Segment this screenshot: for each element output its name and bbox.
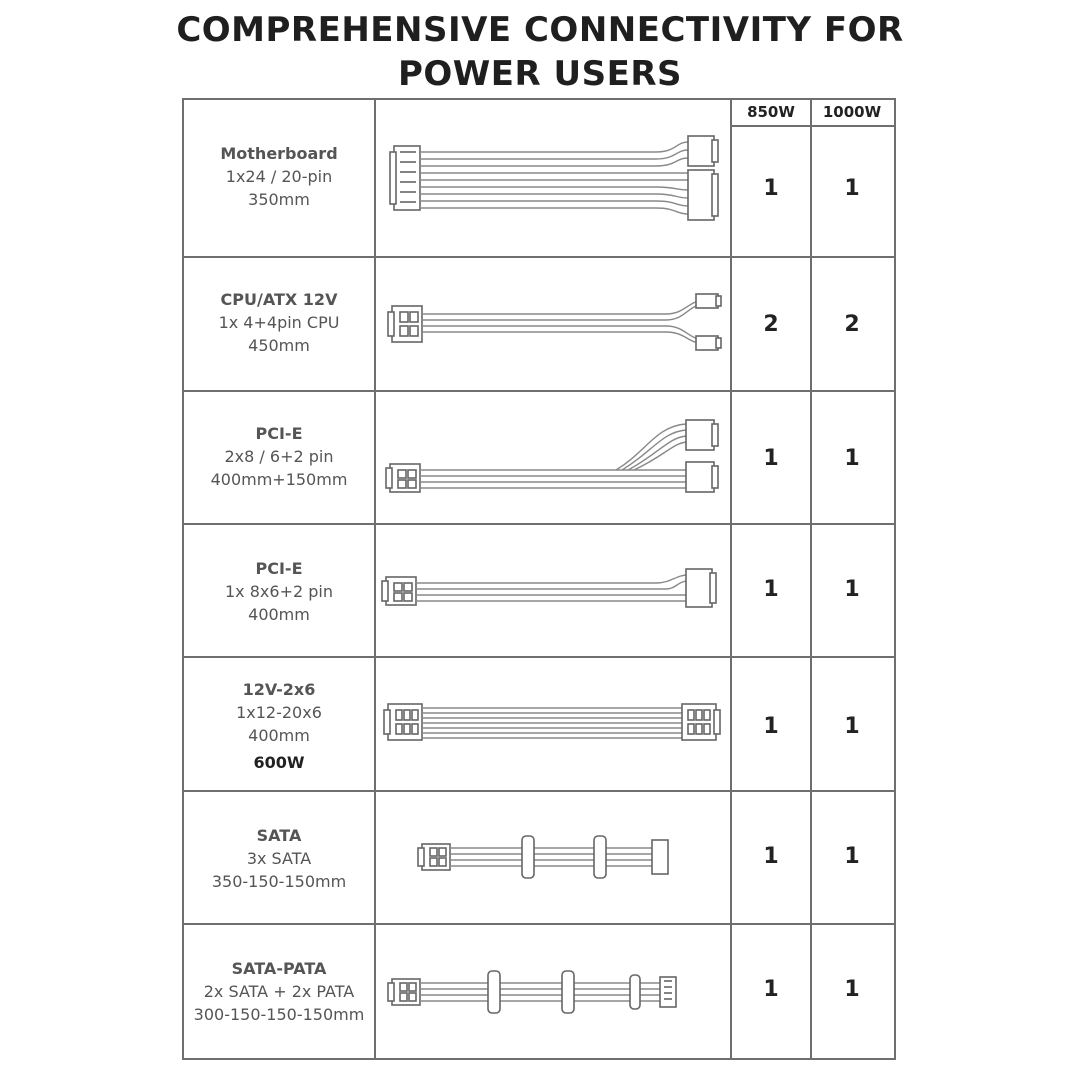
connector-name: SATA-PATA: [231, 959, 327, 978]
cable-length: 400mm: [248, 605, 310, 624]
qty-1000w: 1: [844, 446, 860, 471]
cable-length: 450mm: [248, 336, 310, 355]
row-label: [184, 957, 374, 1026]
title-line-1: COMPREHENSIVE CONNECTIVITY FOR: [176, 10, 904, 50]
connector-name: CPU/ATX 12V: [220, 290, 338, 309]
sata-pata-cable-icon: [376, 963, 730, 1023]
column-header-850w: 850W: [747, 103, 795, 121]
connector-spec: 1x12-20x6: [236, 703, 322, 722]
pcie-split-cable-icon: [376, 412, 730, 502]
connector-spec: 1x 4+4pin CPU: [218, 313, 340, 332]
power-rating: 600W: [253, 753, 305, 772]
title-line-2: POWER USERS: [397, 54, 683, 94]
table-row: [182, 258, 896, 390]
qty-1000w: 1: [844, 844, 860, 869]
connector-spec: 2x SATA + 2x PATA: [203, 982, 355, 1001]
cable-length: 400mm: [248, 726, 310, 745]
qty-1000w: 1: [844, 714, 860, 739]
table-row: [182, 925, 896, 1058]
page-title: [0, 8, 1080, 96]
table-row: [182, 98, 896, 258]
row-label: [184, 557, 374, 626]
table-row: [182, 392, 896, 523]
motherboard-cable-icon: [376, 128, 730, 228]
table-row: [182, 658, 896, 790]
qty-1000w: 1: [844, 577, 860, 602]
connector-name: PCI-E: [255, 559, 303, 578]
qty-1000w: 2: [844, 312, 860, 337]
qty-850w: 1: [763, 446, 779, 471]
row-label: [184, 678, 374, 774]
connector-spec: 2x8 / 6+2 pin: [224, 447, 334, 466]
cable-length: 350mm: [248, 190, 310, 209]
cable-length: 300-150-150-150mm: [193, 1005, 365, 1024]
row-label: [184, 288, 374, 357]
column-header-1000w: 1000W: [822, 103, 882, 121]
connector-spec: 3x SATA: [246, 849, 312, 868]
sata-cable-icon: [376, 828, 730, 888]
connector-name: Motherboard: [220, 144, 338, 163]
row-label: [184, 422, 374, 491]
connector-spec: 1x24 / 20-pin: [225, 167, 333, 186]
qty-850w: 1: [763, 577, 779, 602]
row-label: [184, 142, 374, 211]
cable-length: 400mm+150mm: [210, 470, 348, 489]
table-row: [182, 525, 896, 656]
cpu-cable-icon: [376, 284, 730, 364]
qty-1000w: 1: [844, 977, 860, 1002]
cable-length: 350-150-150mm: [211, 872, 347, 891]
qty-850w: 1: [763, 844, 779, 869]
connector-name: PCI-E: [255, 424, 303, 443]
qty-850w: 2: [763, 312, 779, 337]
connector-name: SATA: [256, 826, 302, 845]
connector-name: 12V-2x6: [242, 680, 316, 699]
12v-2x6-cable-icon: [376, 694, 730, 754]
qty-850w: 1: [763, 977, 779, 1002]
table-row: [182, 792, 896, 923]
qty-850w: 1: [763, 714, 779, 739]
connector-spec: 1x 8x6+2 pin: [225, 582, 333, 601]
qty-1000w: 1: [844, 176, 860, 201]
connector-table: [182, 98, 896, 1060]
qty-850w: 1: [763, 176, 779, 201]
pcie-cable-icon: [376, 561, 730, 621]
row-label: [184, 824, 374, 893]
